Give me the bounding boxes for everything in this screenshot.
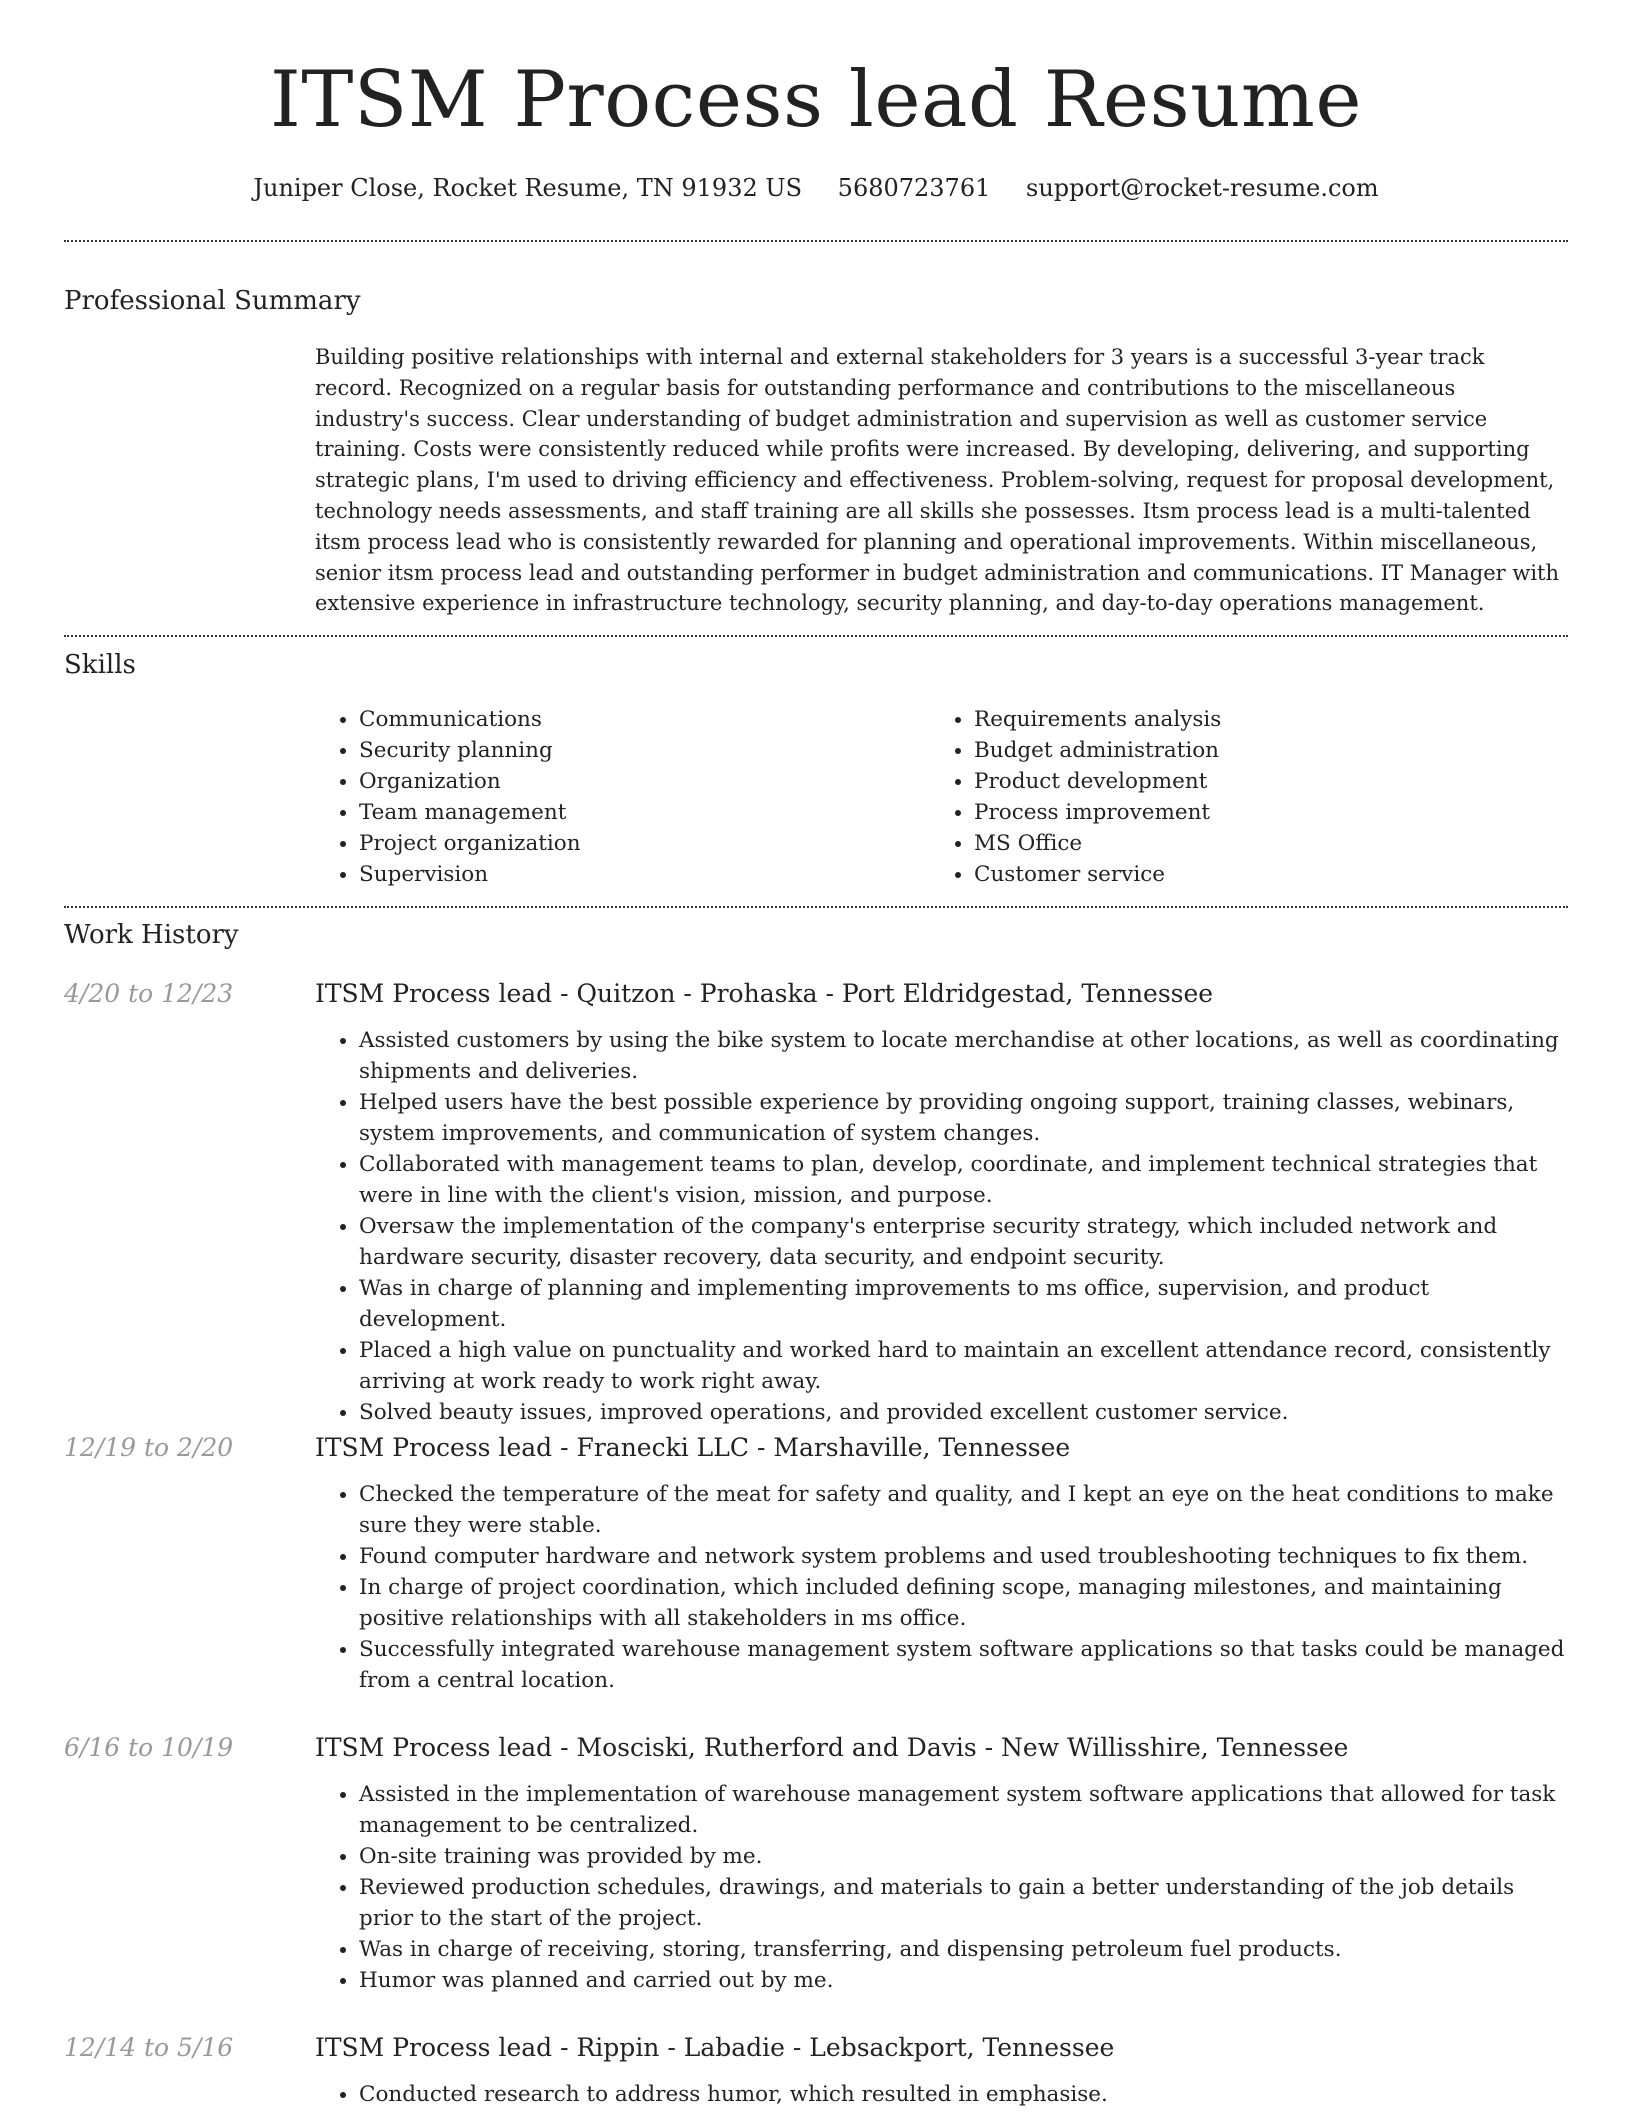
job-bullet: • Was in charge of receiving, storing, transferring, and dispensing petroleum fuel products. <box>359 1934 1565 1965</box>
work-history-heading: Work History <box>64 920 239 950</box>
divider <box>64 240 1568 242</box>
resume-title: ITSM Process lead Resume <box>270 55 1362 145</box>
job-title: ITSM Process lead - Franecki LLC - Marshaville, Tennessee <box>315 1433 1071 1462</box>
job-bullets <box>315 1779 1565 1996</box>
job-bullet: • Reviewed production schedules, drawings, and materials to gain a better understanding of the job details prior to the start of the project. <box>359 1872 1565 1934</box>
skill-item: • Supervision <box>359 859 915 890</box>
job-bullet: • Placed a high value on punctuality and worked hard to maintain an excellent attendance record, consistently arriving at work ready to work right away. <box>359 1335 1565 1397</box>
job-bullet: • Successfully integrated warehouse management system software applications so that tasks could be managed from a central location. <box>359 1634 1565 1696</box>
job-bullet: • Humor was planned and carried out by me. <box>359 1965 1565 1996</box>
job-bullets <box>315 1479 1565 1696</box>
summary-text: Building positive relationships with internal and external stakeholders for 3 years is a successful 3-year track record. Recognized on a regular basis for outstanding performance and contributions to the miscellaneous industry's success. Clear understanding of budget administration and supervision as well as customer service training. Costs were consistently reduced while profits were increased. By developing, delivering, and supporting strategic plans, I'm used to driving efficiency and effectiveness. Problem-solving, request for proposal development, technology needs assessments, and staff training are all skills she possesses. Itsm process lead is a multi-talented itsm process lead who is consistently rewarded for planning and operational improvements. Within miscellaneous, senior itsm process lead and outstanding performer in budget administration and communications. IT Manager with extensive experience in infrastructure technology, security planning, and day-to-day operations management. <box>315 345 1559 616</box>
job-dates: 12/14 to 5/16 <box>64 2033 234 2062</box>
skill-item: • Project organization <box>359 828 915 859</box>
job-dates: 6/16 to 10/19 <box>64 1733 234 1762</box>
contact-phone: 5680723761 <box>837 174 991 202</box>
job-bullet: • Helped users have the best possible experience by providing ongoing support, training classes, webinars, system improvements, and communication of system changes. <box>359 1087 1565 1149</box>
skills-heading: Skills <box>64 650 136 680</box>
divider <box>64 635 1568 637</box>
job-dates: 4/20 to 12/23 <box>64 979 234 1008</box>
job-bullets <box>315 2079 1565 2110</box>
skill-item: • Process improvement <box>974 797 1550 828</box>
contact-address: Juniper Close, Rocket Resume, TN 91932 US <box>253 174 803 202</box>
job-bullets <box>315 1025 1565 1428</box>
contact-email: support@rocket-resume.com <box>1026 174 1379 202</box>
skill-item: • Communications <box>359 704 915 735</box>
job-bullet: • Assisted in the implementation of warehouse management system software applications that allowed for task management to be centralized. <box>359 1779 1565 1841</box>
divider <box>64 906 1568 908</box>
job-bullet: • Found computer hardware and network system problems and used troubleshooting techniques to fix them. <box>359 1541 1565 1572</box>
job-title: ITSM Process lead - Quitzon - Prohaska - Port Eldridgestad, Tennessee <box>315 979 1214 1008</box>
job-bullet: • Oversaw the implementation of the company's enterprise security strategy, which included network and hardware security, disaster recovery, data security, and endpoint security. <box>359 1211 1565 1273</box>
skills-column-left <box>315 704 915 890</box>
skill-item: • MS Office <box>974 828 1550 859</box>
skills-column-right <box>930 704 1550 890</box>
job-title: ITSM Process lead - Mosciski, Rutherford and Davis - New Willisshire, Tennessee <box>315 1733 1349 1762</box>
skill-item: • Customer service <box>974 859 1550 890</box>
job-bullet: • Was in charge of planning and implementing improvements to ms office, supervision, and product development. <box>359 1273 1565 1335</box>
job-bullet: • On-site training was provided by me. <box>359 1841 1565 1872</box>
skill-item: • Organization <box>359 766 915 797</box>
skill-item: • Team management <box>359 797 915 828</box>
contact-line <box>0 172 1632 204</box>
skill-item: • Product development <box>974 766 1550 797</box>
summary-heading: Professional Summary <box>64 286 361 316</box>
skill-item: • Budget administration <box>974 735 1550 766</box>
skill-item: • Requirements analysis <box>974 704 1550 735</box>
job-bullet: • Conducted research to address humor, which resulted in emphasise. <box>359 2079 1565 2110</box>
job-bullet: • Collaborated with management teams to plan, develop, coordinate, and implement technical strategies that were in line with the client's vision, mission, and purpose. <box>359 1149 1565 1211</box>
skill-item: • Security planning <box>359 735 915 766</box>
job-title: ITSM Process lead - Rippin - Labadie - Lebsackport, Tennessee <box>315 2033 1115 2062</box>
job-bullet: • Solved beauty issues, improved operations, and provided excellent customer service. <box>359 1397 1565 1428</box>
job-dates: 12/19 to 2/20 <box>64 1433 234 1462</box>
job-bullet: • Checked the temperature of the meat for safety and quality, and I kept an eye on the heat conditions to make sure they were stable. <box>359 1479 1565 1541</box>
job-bullet: • Assisted customers by using the bike system to locate merchandise at other locations, as well as coordinating shipments and deliveries. <box>359 1025 1565 1087</box>
job-bullet: • In charge of project coordination, which included defining scope, managing milestones, and maintaining positive relationships with all stakeholders in ms office. <box>359 1572 1565 1634</box>
